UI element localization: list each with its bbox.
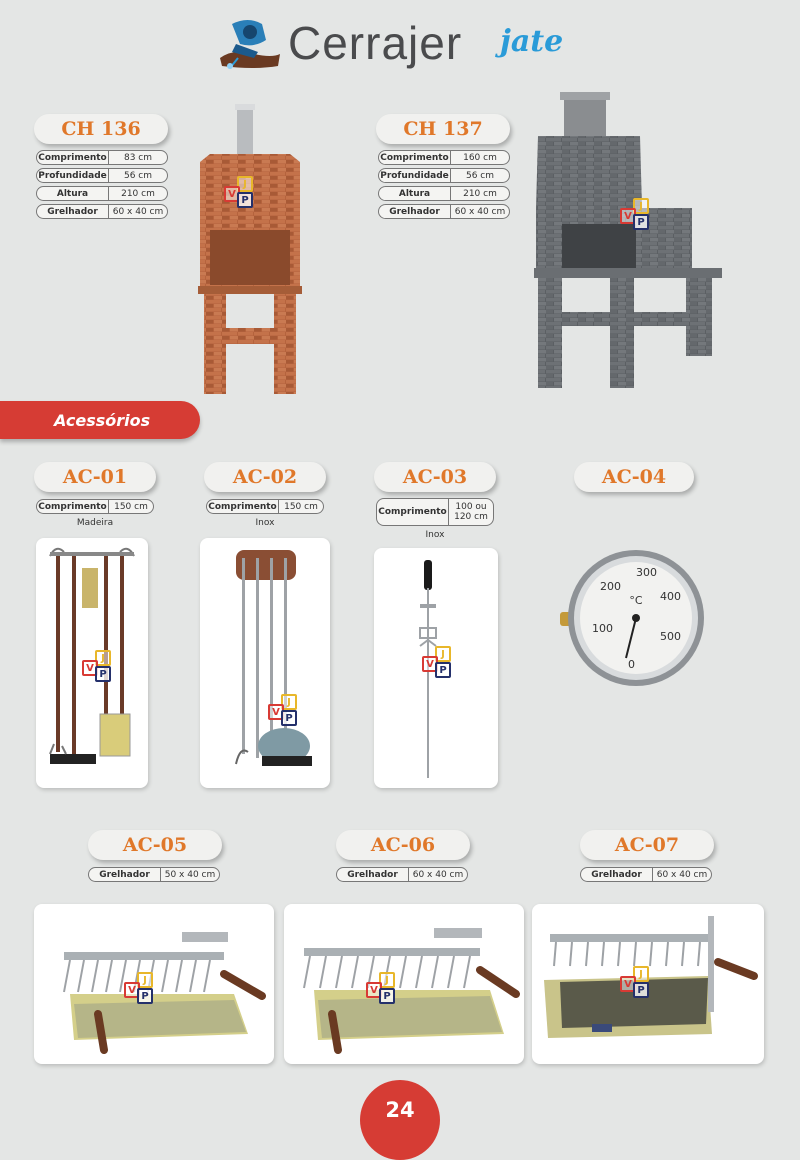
spec-value: 60 x 40 cm <box>450 204 510 219</box>
spec-table-ch137 <box>378 150 510 222</box>
vp-watermark-icon <box>82 650 118 686</box>
vp-watermark-v: V <box>124 982 140 998</box>
spec-label: Comprimento <box>36 150 108 165</box>
vp-watermark-j: J <box>237 176 253 192</box>
accessory-title-ac02: AC-02 <box>204 462 326 492</box>
vp-watermark-icon <box>422 646 458 682</box>
spec-label: Profundidade <box>378 168 450 183</box>
accessory-title-ac05: AC-05 <box>88 830 222 860</box>
spec-table-ch136 <box>36 150 168 222</box>
spec-value: 56 cm <box>108 168 168 183</box>
product-title-ch137: CH 137 <box>376 114 510 144</box>
vp-watermark-j: J <box>379 972 395 988</box>
vp-watermark-v: V <box>620 976 636 992</box>
accessory-title-ac06: AC-06 <box>336 830 470 860</box>
spec-value: 210 cm <box>108 186 168 201</box>
spec-label: Comprimento <box>376 498 448 526</box>
spec-value: 210 cm <box>450 186 510 201</box>
spec-table-ac01 <box>36 499 154 517</box>
ac06-image-card <box>284 904 524 1064</box>
spec-label: Altura <box>378 186 450 201</box>
thermometer-tick: 0 <box>628 658 635 671</box>
spec-table-ac07 <box>580 867 712 885</box>
spec-label: Grelhador <box>378 204 450 219</box>
spec-label: Profundidade <box>36 168 108 183</box>
vp-watermark-j: J <box>281 694 297 710</box>
brand-name: Cerrajer <box>288 17 463 69</box>
spec-value: 60 x 40 cm <box>408 867 468 882</box>
spec-label: Comprimento <box>206 499 278 514</box>
vp-watermark-icon <box>124 972 160 1008</box>
accessory-title-ac07: AC-07 <box>580 830 714 860</box>
vp-watermark-v: V <box>268 704 284 720</box>
vp-watermark-p: P <box>435 662 451 678</box>
thermometer-tick: 100 <box>592 622 613 635</box>
spec-value: 83 cm <box>108 150 168 165</box>
vp-watermark-icon <box>620 966 656 1002</box>
spec-label: Comprimento <box>378 150 450 165</box>
spec-table-ac02 <box>206 499 324 517</box>
vp-watermark-p: P <box>281 710 297 726</box>
spec-value-line1: 100 ou <box>455 502 487 512</box>
accessory-title-ac03: AC-03 <box>374 462 496 492</box>
ch136-brick-bbq-image <box>190 100 310 400</box>
vp-watermark-v: V <box>82 660 98 676</box>
accessory-title-ac01: AC-01 <box>34 462 156 492</box>
accessories-section-banner: Acessórios <box>0 401 200 439</box>
spec-value <box>448 498 494 526</box>
vp-watermark-j: J <box>95 650 111 666</box>
spec-label: Grelhador <box>580 867 652 882</box>
vp-watermark-icon <box>366 972 402 1008</box>
spec-table-ac05 <box>88 867 220 885</box>
vp-watermark-j: J <box>435 646 451 662</box>
vp-watermark-v: V <box>224 186 240 202</box>
ac02-image-card <box>200 538 330 788</box>
spec-table-ac06 <box>336 867 468 885</box>
vp-watermark-icon <box>620 198 656 234</box>
spec-label: Altura <box>36 186 108 201</box>
thermometer-tick: 400 <box>660 590 681 603</box>
spec-value: 56 cm <box>450 168 510 183</box>
material-note: Inox <box>255 518 275 528</box>
vp-watermark-icon <box>268 694 304 730</box>
ch137-grey-brick-bbq-image <box>530 90 730 395</box>
welder-icon <box>214 14 284 72</box>
material-note: Madeira <box>76 518 114 528</box>
spec-label: Grelhador <box>36 204 108 219</box>
vp-watermark-p: P <box>237 192 253 208</box>
vp-watermark-j: J <box>633 198 649 214</box>
vp-watermark-icon <box>224 176 260 212</box>
product-title-ch136: CH 136 <box>34 114 168 144</box>
vp-watermark-j: J <box>633 966 649 982</box>
grill-grate-image <box>284 904 524 1064</box>
vp-watermark-p: P <box>137 988 153 1004</box>
spec-value: 150 cm <box>278 499 324 514</box>
spec-label: Comprimento <box>36 499 108 514</box>
fireplace-tools-inox-image <box>200 538 330 788</box>
spec-label: Grelhador <box>336 867 408 882</box>
vp-watermark-p: P <box>95 666 111 682</box>
spec-table-ac03 <box>376 498 494 529</box>
thermometer-tick: 500 <box>660 630 681 643</box>
thermometer-unit: °C <box>629 594 643 607</box>
spec-value: 60 x 40 cm <box>652 867 712 882</box>
spec-value-line2: 120 cm <box>454 512 488 522</box>
vp-watermark-v: V <box>366 982 382 998</box>
brand-name-accent: jate <box>500 24 564 59</box>
spec-value: 150 cm <box>108 499 154 514</box>
accessory-title-ac04: AC-04 <box>574 462 694 492</box>
spec-label: Grelhador <box>88 867 160 882</box>
page-number: 24 <box>360 1080 440 1160</box>
thermometer-tick: 300 <box>636 566 657 579</box>
vp-watermark-p: P <box>379 988 395 1004</box>
spec-value: 50 x 40 cm <box>160 867 220 882</box>
vp-watermark-p: P <box>633 214 649 230</box>
material-note: Inox <box>425 530 445 540</box>
vp-watermark-p: P <box>633 982 649 998</box>
thermometer-image <box>556 540 706 700</box>
brand-logo <box>214 14 594 72</box>
vp-watermark-j: J <box>137 972 153 988</box>
vp-watermark-v: V <box>620 208 636 224</box>
spec-value: 160 cm <box>450 150 510 165</box>
spec-value: 60 x 40 cm <box>108 204 168 219</box>
vp-watermark-v: V <box>422 656 438 672</box>
thermometer-tick: 200 <box>600 580 621 593</box>
